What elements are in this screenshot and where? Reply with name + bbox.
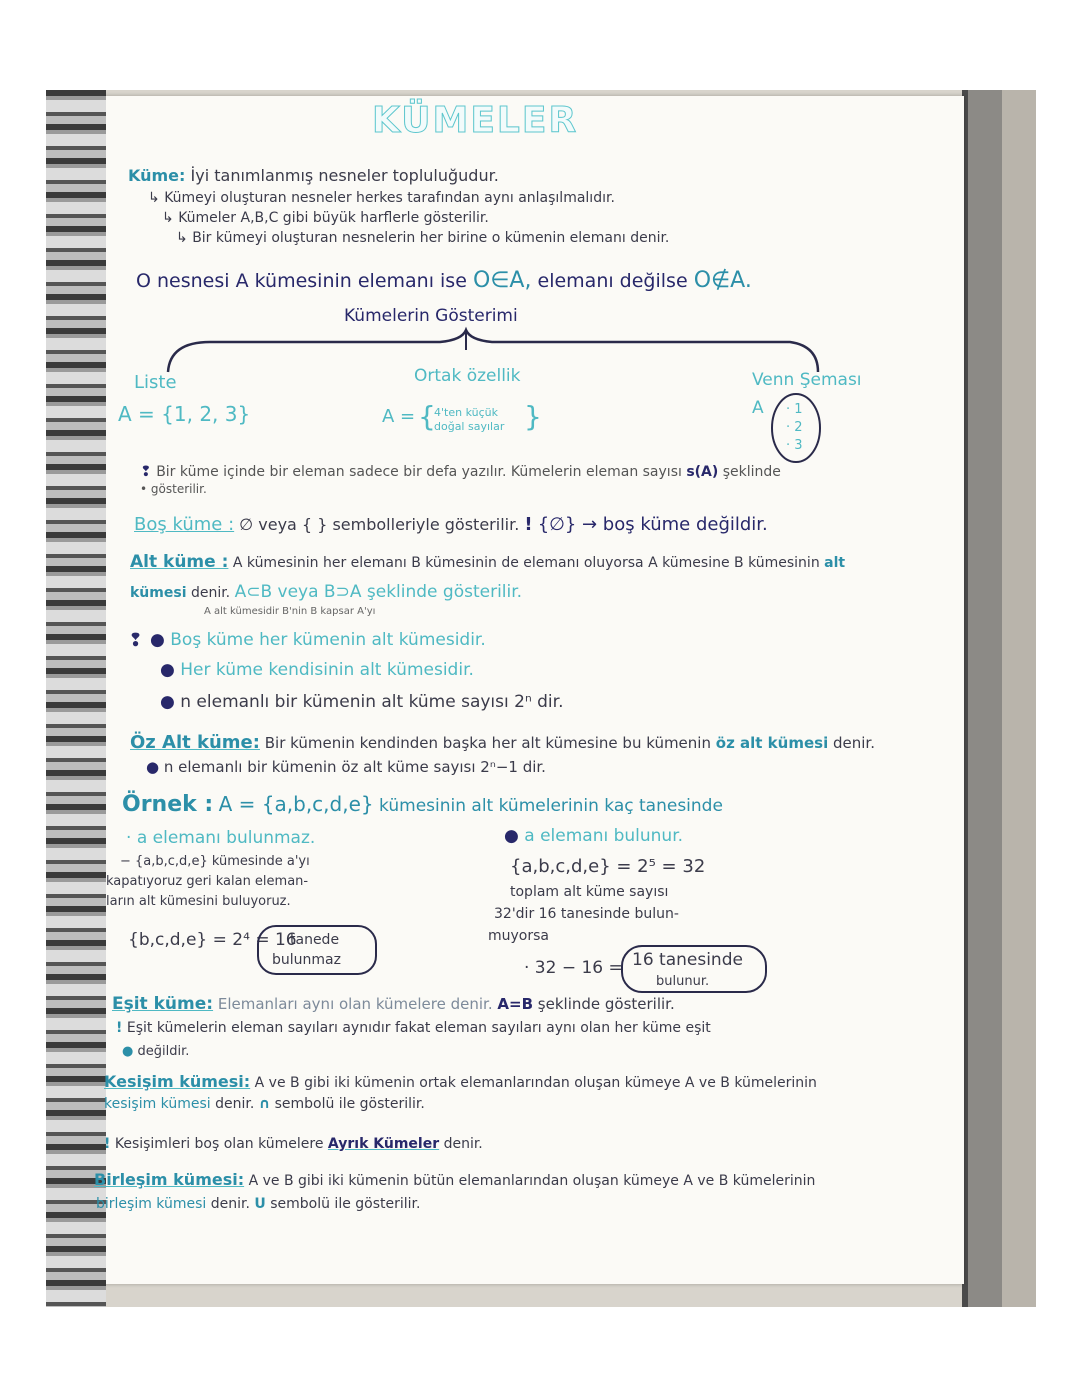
note-count-line2-text: gösterilir. xyxy=(150,482,207,496)
kesisim-text3: sembolü ile gösterilir. xyxy=(274,1096,425,1112)
esit-note-2: ● değildir. xyxy=(122,1044,190,1059)
membership-sym2: O∉A. xyxy=(693,268,752,293)
ornek-right-calc2: · 32 − 16 = xyxy=(524,958,623,978)
ortak-brace-close: } xyxy=(524,400,542,433)
ornek-term: Örnek : xyxy=(122,792,214,817)
ornek-right-boxed-1: 16 tanesinde xyxy=(632,950,743,970)
ornek-left-head: · a elemanı bulunmaz. xyxy=(126,828,316,848)
ortak-line2: doğal sayılar xyxy=(434,420,505,433)
kume-bullet-1: ↳ Kümeyi oluşturan nesneler herkes tarafından aynı anlaşılmalıdır. xyxy=(148,190,615,206)
venn-set-name: A xyxy=(752,398,764,418)
kume-bullet-2-text: Kümeler A,B,C gibi büyük harflerle gösterilir. xyxy=(178,210,489,226)
alt-bullet-1-text: Boş küme her kümenin alt kümesidir. xyxy=(170,630,486,650)
alt-bullet-2: ● Her küme kendisinin alt kümesidir. xyxy=(160,660,474,680)
kesisim-line2 xyxy=(104,1096,425,1112)
ornek-right-line-1: toplam alt küme sayısı xyxy=(510,884,669,900)
kesisim-text2: denir. xyxy=(215,1096,255,1112)
birlesim-text1: A ve B gibi iki kümenin bütün elemanlarından oluşan kümeye A ve B kümelerinin xyxy=(248,1173,816,1189)
birlesim-sym: U xyxy=(254,1196,266,1212)
ornek-right-boxed-2: bulunur. xyxy=(656,974,710,989)
membership-part1: O nesnesi A kümesinin elemanı ise xyxy=(136,270,467,292)
ortak-line1: 4'ten küçük xyxy=(434,406,498,419)
alt-bullet-2-text: Her küme kendisinin alt kümesidir. xyxy=(180,660,474,680)
ornek-right-line-2: 32'dir 16 tanesinde bulun- xyxy=(494,906,679,922)
liste-label: Liste xyxy=(134,372,177,393)
kesisim xyxy=(104,1072,817,1091)
ayrik-term: Ayrık Kümeler xyxy=(327,1136,440,1152)
kesisim-text1: A ve B gibi iki kümenin ortak elemanlarından oluşan kümeye A ve B kümelerinin xyxy=(254,1075,817,1091)
alt-kume-text1: A kümesinin her elemanı B kümesinin de elemanı oluyorsa A kümesine B kümesinin xyxy=(232,555,820,571)
esit-sym: A=B xyxy=(497,995,534,1013)
venn-label: Venn Şeması xyxy=(752,370,862,390)
birlesim xyxy=(94,1170,815,1189)
note-count-end: şeklinde xyxy=(722,464,781,480)
venn-item-3: · 3 xyxy=(786,438,803,453)
alt-kume-word-alt: alt xyxy=(824,555,846,571)
note-count-line1: Bir küme içinde bir eleman sadece bir defa yazılır. Kümelerin eleman sayısı xyxy=(156,464,682,480)
page-title: KÜMELER xyxy=(372,100,579,141)
ornek-set: A = {a,b,c,d,e} xyxy=(218,792,374,816)
alt-kume-word-kumesi: kümesi xyxy=(130,585,187,601)
esit-note1-text: Eşit kümelerin eleman sayıları aynıdır fakat eleman sayıları aynı olan her küme eşit xyxy=(126,1020,711,1036)
ornek-left-calc: {b,c,d,e} = 2⁴ = 16 xyxy=(128,930,297,950)
birlesim-term: Birleşim kümesi: xyxy=(94,1170,245,1189)
kume-bullet-1-text: Kümeyi oluşturan nesneler herkes tarafından aynı anlaşılmalıdır. xyxy=(164,190,615,206)
venn-item-1: · 1 xyxy=(786,402,803,417)
membership-part2: elemanı değilse xyxy=(537,270,688,292)
oz-alt-text: Bir kümenin kendinden başka her alt kümesine bu kümenin xyxy=(264,734,711,752)
ornek-question: kümesinin alt kümelerinin kaç tanesinde xyxy=(379,796,723,816)
alt-kume-small: A alt kümesidir B'nin B kapsar A'yı xyxy=(204,606,376,617)
ornek-left-line-1: − {a,b,c,d,e} kümesinde a'yı xyxy=(120,854,310,869)
ayrik xyxy=(104,1136,483,1152)
ornek-right-line-3: muyorsa xyxy=(488,928,549,944)
kesisim-term: Kesişim kümesi: xyxy=(104,1072,251,1091)
ornek-right-head: ● a elemanı bulunur. xyxy=(504,826,684,846)
kesisim-sym: ∩ xyxy=(258,1096,271,1112)
kume-bullet-3-text: Bir kümeyi oluşturan nesnelerin her birine o kümenin elemanı denir. xyxy=(192,230,670,246)
ornek-left-line-2: kapatıyoruz geri kalan eleman- xyxy=(106,874,309,889)
esit-note2-text: değildir. xyxy=(137,1044,190,1059)
liste-value: A = {1, 2, 3} xyxy=(118,402,251,426)
kume-bullet-2: ↳ Kümeler A,B,C gibi büyük harflerle gösterilir. xyxy=(162,210,489,226)
ornek-left-boxed-1: tanede xyxy=(290,932,340,948)
ayrik-text: Kesişimleri boş olan kümelere xyxy=(114,1136,324,1152)
birlesim-line2 xyxy=(96,1196,420,1212)
note-icon: ❢ xyxy=(140,464,152,480)
note-count-line2: • gösterilir. xyxy=(140,482,207,496)
membership-sym1: O∈A, xyxy=(472,268,532,293)
alt-bullet-3: ● n elemanlı bir kümenin alt küme sayısı 2ⁿ dir. xyxy=(160,692,564,712)
ornek-left-head-text: a elemanı bulunmaz. xyxy=(136,828,316,848)
ayrik-icon: ! xyxy=(104,1136,111,1152)
ayrik-end: denir. xyxy=(443,1136,483,1152)
ortak-brace-open: { xyxy=(418,400,436,433)
kume-term: Küme: xyxy=(128,166,186,185)
venn-item-2: · 2 xyxy=(786,420,803,435)
esit-term: Eşit küme: xyxy=(112,994,214,1014)
esit-end: şeklinde gösterilir. xyxy=(537,995,675,1013)
esit-note-1 xyxy=(116,1020,711,1036)
ornek-right-head-text: a elemanı bulunur. xyxy=(524,826,684,846)
birlesim-text3: sembolü ile gösterilir. xyxy=(270,1196,421,1212)
esit-kume xyxy=(112,994,675,1014)
oz-alt-term: Öz Alt küme: xyxy=(130,732,260,753)
note-count-sym: s(A) xyxy=(686,464,719,480)
alt-kume-sym: A⊂B veya B⊃A şeklinde gösterilir. xyxy=(234,582,523,602)
oz-alt-term2: öz alt kümesi xyxy=(715,734,829,752)
oz-alt-bullet: ● n elemanlı bir kümenin öz alt küme sayısı 2ⁿ−1 dir. xyxy=(146,758,546,776)
ornek-right-calc: {a,b,c,d,e} = 2⁵ = 32 xyxy=(510,856,706,877)
alt-kume-text2: denir. xyxy=(190,585,231,601)
ortak-label: Ortak özellik xyxy=(414,366,521,386)
esit-note-icon: ! xyxy=(116,1020,123,1036)
kume-def-text: İyi tanımlanmış nesneler topluluğudur. xyxy=(190,166,499,185)
esit-text: Elemanları aynı olan kümelere denir. xyxy=(217,995,493,1013)
alt-bullet-1: ● Boş küme her kümenin alt kümesidir. xyxy=(150,630,486,650)
kume-bullet-3: ↳ Bir kümeyi oluşturan nesnelerin her birine o kümenin elemanı denir. xyxy=(176,230,670,246)
ornek-left-boxed-2: bulunmaz xyxy=(272,952,341,968)
oz-alt-end: denir. xyxy=(833,734,875,752)
bos-kume-term: Boş küme : xyxy=(134,514,235,535)
ortak-prefix: A = xyxy=(382,406,416,427)
kesisim-term2: kesişim kümesi xyxy=(104,1096,211,1112)
alt-kume-warning-icon: ❢ xyxy=(128,630,144,651)
birlesim-text2: denir. xyxy=(210,1196,250,1212)
bos-kume-note: {∅} → boş küme değildir. xyxy=(537,514,768,535)
oz-alt-bullet-text: n elemanlı bir kümenin öz alt küme sayısı 2ⁿ−1 dir. xyxy=(163,758,546,776)
ornek-left-line-3: ların alt kümesini buluyoruz. xyxy=(106,894,291,909)
bos-kume-warning-icon: ! xyxy=(524,514,533,535)
representation-heading: Kümelerin Gösterimi xyxy=(344,306,518,326)
birlesim-term2: birleşim kümesi xyxy=(96,1196,207,1212)
alt-bullet-3-text: n elemanlı bir kümenin alt küme sayısı 2ⁿ dir. xyxy=(180,692,564,712)
bos-kume-text: ∅ veya { } sembolleriyle gösterilir. xyxy=(239,515,520,534)
alt-kume-term: Alt küme : xyxy=(130,552,229,572)
